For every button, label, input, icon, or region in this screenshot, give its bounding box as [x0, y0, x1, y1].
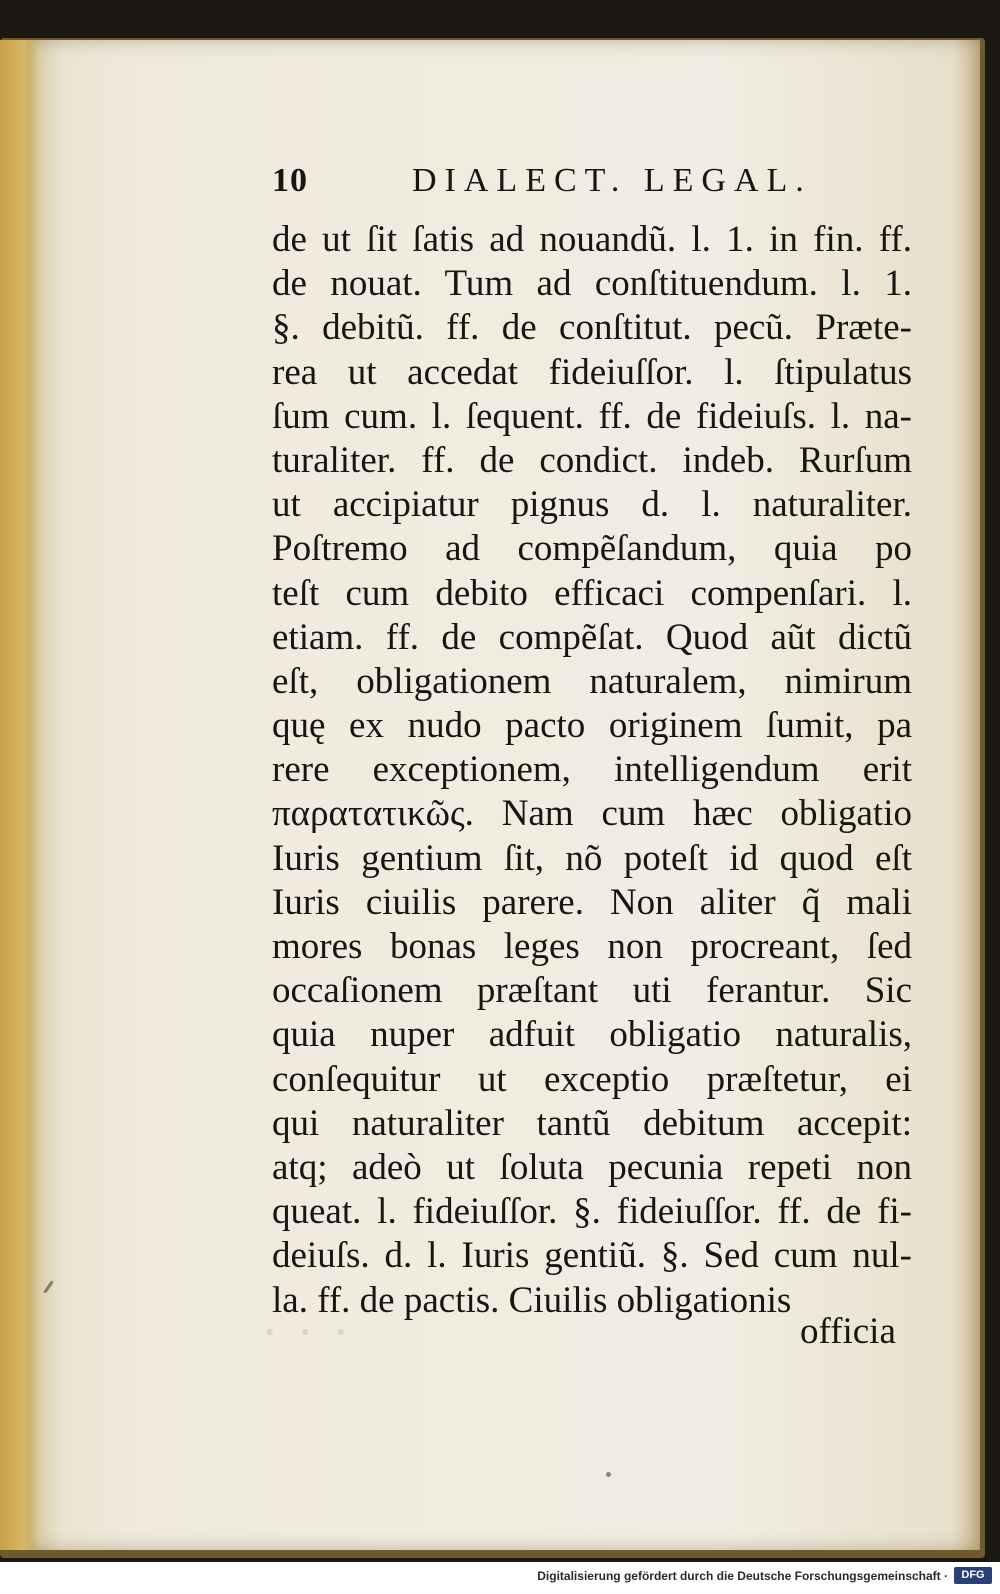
text-line: occaſionem præſtant uti ferantur. Sic	[272, 970, 912, 1012]
footer-bar	[0, 1562, 1000, 1594]
body-text	[272, 218, 912, 1323]
text-line: teſt cum debito efficaci compenſari. l.	[272, 572, 912, 614]
text-line: quę ex nudo pacto originem ſumit, pa	[272, 705, 912, 747]
dfg-logo: DFG	[954, 1567, 992, 1584]
text-line: de ut ſit ſatis ad nouandũ. l. 1. in fin. ff.	[272, 219, 912, 260]
catchword: officia	[800, 1311, 896, 1352]
text-line: la. ff. de pactis. Ciuilis obligationis	[272, 1279, 792, 1321]
running-title: DIALECT. LEGAL.	[412, 162, 812, 199]
text-line: ſum cum. l. ſequent. ff. de fideiuſs. l. na-	[272, 395, 912, 437]
text-line: mores bonas leges non procreant, ſed	[272, 926, 912, 967]
text-line: Iuris ciuilis parere. Non aliter q̃ mali	[272, 881, 912, 923]
text-line: Poſtremo ad compẽſandum, quia po	[272, 528, 912, 570]
text-line: conſequitur ut exceptio præſtetur, ei	[272, 1058, 912, 1100]
text-line: deiuſs. d. l. Iuris gentiũ. §. Sed cum nul-	[272, 1235, 912, 1277]
running-head	[272, 162, 832, 202]
text-line: §. debitũ. ff. de conſtitut. pecũ. Præte-	[272, 307, 912, 349]
text-line: atq; adeò ut ſoluta pecunia repeti non	[272, 1146, 912, 1188]
text-line: qui naturaliter tantũ debitum accepit:	[272, 1102, 912, 1144]
digitization-credit: Digitalisierung gefördert durch die Deutsche Forschungsgemeinschaft ·	[537, 1569, 948, 1583]
text-line: turaliter. ff. de condict. indeb. Rurſum	[272, 439, 912, 481]
text-line: rere exceptionem, intelligendum erit	[272, 749, 912, 791]
text-line: rea ut accedat fideiuſſor. l. ſtipulatus	[272, 351, 912, 393]
page-gutter	[0, 40, 40, 1550]
show-through-bleed: • • •	[265, 1318, 356, 1347]
text-line: quia nuper adfuit obligatio naturalis,	[272, 1014, 912, 1056]
text-line: de nouat. Tum ad conſtituendum. l. 1.	[272, 263, 912, 305]
text-line: eſt, obligationem naturalem, nimirum	[272, 660, 912, 702]
text-line: queat. l. fideiuſſor. §. fideiuſſor. ff. de fi-	[272, 1191, 912, 1233]
paper-spot	[606, 1472, 611, 1477]
text-line: etiam. ff. de compẽſat. Quod aũt dictũ	[272, 616, 912, 658]
page-number: 10	[272, 162, 308, 199]
text-line: ut accipiatur pignus d. l. naturaliter.	[272, 484, 912, 526]
text-line: παρατατικῶς. Nam cum hæc obligatio	[272, 793, 912, 835]
text-line: Iuris gentium ſit, nõ poteſt id quod eſt	[272, 837, 912, 879]
